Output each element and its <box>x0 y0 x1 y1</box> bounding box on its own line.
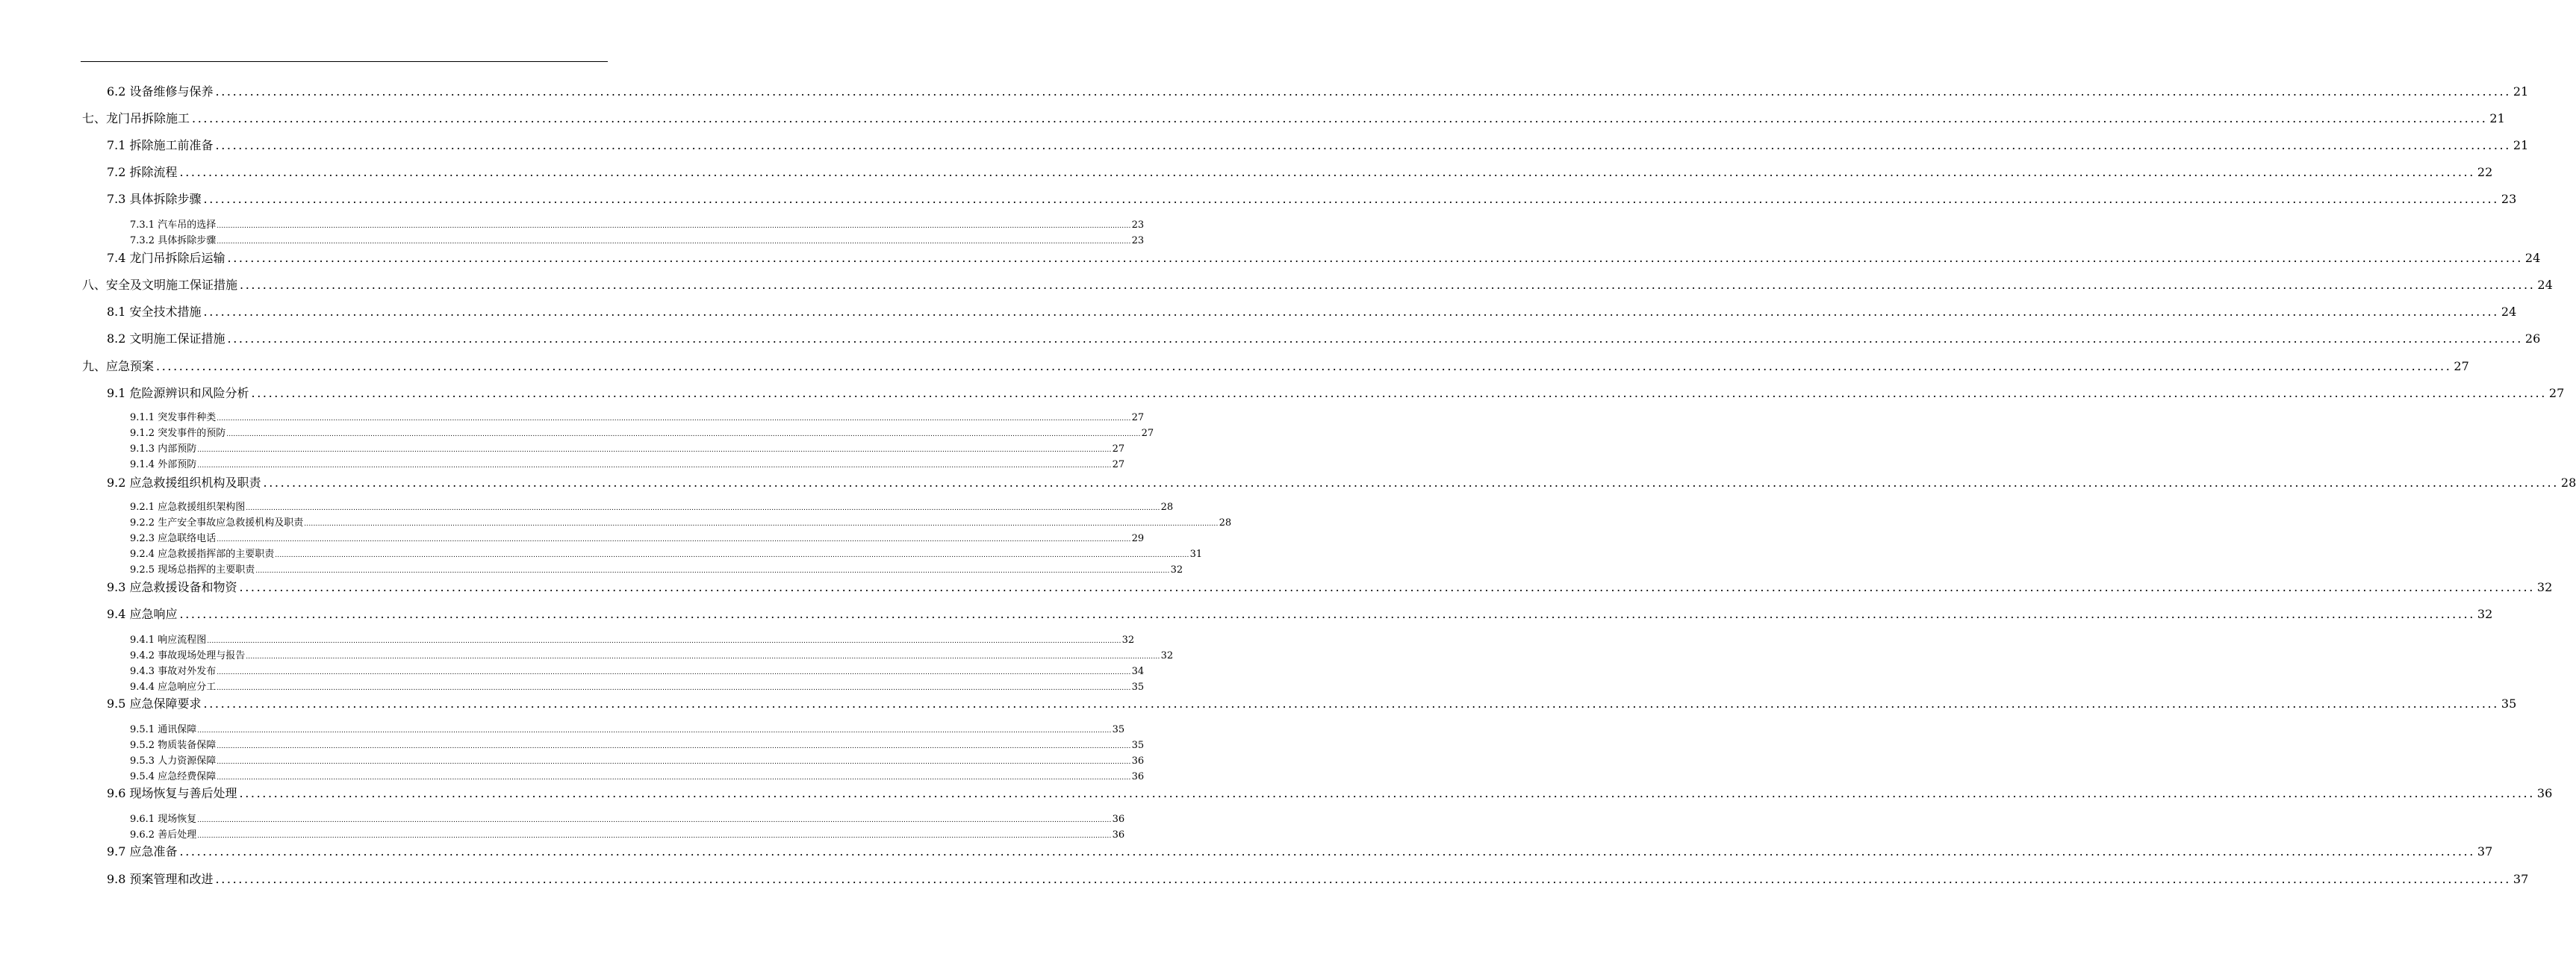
toc-entry-page-number: 37 <box>2477 844 2493 859</box>
toc-entry[interactable] <box>130 723 1125 737</box>
toc-entry-label: 7.2 拆除流程 <box>107 165 178 179</box>
toc-entry[interactable] <box>107 475 2576 491</box>
toc-entry-page-number: 28 <box>1219 517 1232 529</box>
toc-entry-page-number: 36 <box>1112 829 1125 841</box>
toc-dot-leader: ................................................................................................................................................................................................................................................................................................................................................................................................................ <box>217 536 1131 543</box>
toc-dot-leader: ................................................................................................................................................................................................................................................................................................................................................................................................................ <box>203 697 2499 711</box>
toc-entry-label: 9.6.1 现场恢复 <box>130 814 197 825</box>
toc-dot-leader: ................................................................................................................................................................................................................................................................................................................................................................................................................ <box>197 817 1112 824</box>
toc-dot-leader: ................................................................................................................................................................................................................................................................................................................................................................................................................ <box>215 138 2511 152</box>
toc-entry-page-number: 36 <box>1112 814 1125 825</box>
toc-entry-label: 9.1.4 外部预防 <box>130 459 197 470</box>
toc-entry-label: 9.6 现场恢复与善后处理 <box>107 786 237 800</box>
toc-entry[interactable] <box>130 829 1125 842</box>
toc-dot-leader: ................................................................................................................................................................................................................................................................................................................................................................................................................ <box>240 278 2536 292</box>
toc-entry-page-number: 36 <box>1131 771 1145 782</box>
toc-dot-leader: ................................................................................................................................................................................................................................................................................................................................................................................................................ <box>226 431 1141 438</box>
toc-entry-page-number: 29 <box>1131 533 1145 544</box>
toc-entry[interactable] <box>130 443 1125 456</box>
toc-entry-page-number: 23 <box>2501 192 2517 206</box>
toc-dot-leader: ................................................................................................................................................................................................................................................................................................................................................................................................................ <box>217 238 1131 246</box>
toc-dot-leader: ................................................................................................................................................................................................................................................................................................................................................................................................................ <box>192 111 2488 125</box>
toc-entry[interactable] <box>82 277 2553 293</box>
toc-dot-leader: ................................................................................................................................................................................................................................................................................................................................................................................................................ <box>179 607 2475 621</box>
toc-entry-page-number: 21 <box>2489 111 2505 125</box>
toc-entry[interactable] <box>130 681 1145 694</box>
toc-entry-label: 七、龙门吊拆除施工 <box>82 111 190 125</box>
toc-entry-page-number: 27 <box>1141 428 1154 439</box>
toc-entry-page-number: 32 <box>2536 580 2553 594</box>
toc-dot-leader: ................................................................................................................................................................................................................................................................................................................................................................................................................ <box>227 331 2523 346</box>
toc-dot-leader: ................................................................................................................................................................................................................................................................................................................................................................................................................ <box>203 192 2499 206</box>
toc-entry[interactable] <box>107 844 2493 860</box>
toc-entry-page-number: 35 <box>2501 697 2517 711</box>
toc-dot-leader: ................................................................................................................................................................................................................................................................................................................................................................................................................ <box>217 685 1131 692</box>
toc-entry-label: 9.5 应急保障要求 <box>107 697 202 711</box>
toc-dot-leader: ................................................................................................................................................................................................................................................................................................................................................................................................................ <box>156 359 2452 373</box>
toc-entry-page-number: 35 <box>1131 682 1145 693</box>
toc-dot-leader: ................................................................................................................................................................................................................................................................................................................................................................................................................ <box>179 844 2475 859</box>
toc-entry[interactable] <box>130 501 1174 514</box>
toc-dot-leader: ................................................................................................................................................................................................................................................................................................................................................................................................................ <box>217 222 1131 230</box>
toc-entry-page-number: 22 <box>2477 165 2493 179</box>
toc-dot-leader: ................................................................................................................................................................................................................................................................................................................................................................................................................ <box>255 567 1170 575</box>
toc-entry-label: 9.5.1 通讯保障 <box>130 724 197 735</box>
toc-entry-page-number: 21 <box>2513 84 2529 99</box>
toc-entry-label: 八、安全及文明施工保证措施 <box>82 278 238 292</box>
toc-entry[interactable] <box>107 84 2529 100</box>
toc-entry-label: 7.3 具体拆除步骤 <box>107 192 202 206</box>
toc-entry-page-number: 32 <box>1160 650 1174 661</box>
toc-entry-page-number: 34 <box>1131 666 1145 677</box>
toc-entry[interactable] <box>130 813 1125 826</box>
toc-entry-label: 7.1 拆除施工前准备 <box>107 138 214 152</box>
toc-entry[interactable] <box>107 606 2493 623</box>
toc-entry[interactable] <box>130 634 1135 647</box>
toc-entry-label: 9.5.3 人力资源保障 <box>130 756 217 767</box>
toc-entry-label: 9.5.4 应急经费保障 <box>130 771 217 782</box>
toc-entry-label: 9.1 危险源辨识和风险分析 <box>107 386 249 400</box>
toc-dot-leader: ................................................................................................................................................................................................................................................................................................................................................................................................................ <box>179 165 2475 179</box>
toc-entry[interactable] <box>107 137 2529 154</box>
toc-dot-leader: ................................................................................................................................................................................................................................................................................................................................................................................................................ <box>263 476 2559 490</box>
toc-entry-label: 9.8 预案管理和改进 <box>107 872 214 886</box>
toc-entry-label: 9.2.1 应急救援组织架构图 <box>130 502 246 513</box>
toc-entry[interactable] <box>130 532 1145 546</box>
toc-dot-leader: ................................................................................................................................................................................................................................................................................................................................................................................................................ <box>275 552 1189 559</box>
toc-entry-label: 9.1.3 内部预防 <box>130 443 197 455</box>
toc-dot-leader: ................................................................................................................................................................................................................................................................................................................................................................................................................ <box>239 580 2535 594</box>
toc-entry[interactable] <box>130 665 1145 679</box>
toc-entry[interactable] <box>130 219 1145 232</box>
toc-entry-label: 7.3.2 具体拆除步骤 <box>130 235 217 246</box>
toc-entry-label: 9.2.2 生产安全事故应急救援机构及职责 <box>130 517 304 529</box>
toc-entry-page-number: 31 <box>1189 549 1203 560</box>
toc-entry-label: 9.4 应急响应 <box>107 607 178 621</box>
toc-entry[interactable] <box>130 649 1174 663</box>
toc-dot-leader: ................................................................................................................................................................................................................................................................................................................................................................................................................ <box>217 669 1131 676</box>
toc-entry[interactable] <box>107 385 2565 402</box>
toc-dot-leader: ................................................................................................................................................................................................................................................................................................................................................................................................................ <box>203 305 2499 319</box>
toc-entry[interactable] <box>82 110 2505 127</box>
toc-entry-label: 9.1.1 突发事件种类 <box>130 412 217 423</box>
toc-entry-page-number: 37 <box>2513 872 2529 886</box>
toc-entry[interactable] <box>130 458 1125 472</box>
toc-dot-leader: ................................................................................................................................................................................................................................................................................................................................................................................................................ <box>215 872 2511 886</box>
toc-dot-leader: ................................................................................................................................................................................................................................................................................................................................................................................................................ <box>197 446 1112 454</box>
toc-entry-page-number: 23 <box>1131 235 1145 246</box>
toc-dot-leader: ................................................................................................................................................................................................................................................................................................................................................................................................................ <box>246 653 1160 661</box>
toc-entry-label: 8.1 安全技术措施 <box>107 305 202 319</box>
toc-entry-label: 九、应急预案 <box>82 359 155 373</box>
toc-entry-page-number: 27 <box>2454 359 2469 373</box>
toc-dot-leader: ................................................................................................................................................................................................................................................................................................................................................................................................................ <box>239 786 2535 800</box>
toc-dot-leader: ................................................................................................................................................................................................................................................................................................................................................................................................................ <box>217 758 1131 766</box>
toc-entry-page-number: 27 <box>1131 412 1145 423</box>
toc-entry[interactable] <box>130 564 1183 577</box>
toc-entry-label: 9.1.2 突发事件的预防 <box>130 428 226 439</box>
toc-entry-page-number: 26 <box>2524 331 2541 346</box>
toc-dot-leader: ................................................................................................................................................................................................................................................................................................................................................................................................................ <box>197 832 1112 840</box>
toc-entry-label: 7.3.1 汽车吊的选择 <box>130 219 217 231</box>
toc-dot-leader: ................................................................................................................................................................................................................................................................................................................................................................................................................ <box>304 520 1219 528</box>
toc-entry[interactable] <box>107 164 2493 181</box>
toc-dot-leader: ................................................................................................................................................................................................................................................................................................................................................................................................................ <box>197 727 1112 735</box>
toc-entry-page-number: 35 <box>1131 740 1145 751</box>
toc-entry-label: 6.2 设备维修与保养 <box>107 84 214 99</box>
toc-entry-page-number: 32 <box>1121 635 1135 646</box>
toc-entry[interactable] <box>130 517 1232 530</box>
toc-entry-label: 9.6.2 善后处理 <box>130 829 197 841</box>
toc-entry-label: 9.3 应急救援设备和物资 <box>107 580 237 594</box>
toc-entry-page-number: 24 <box>2537 278 2553 292</box>
toc-dot-leader: ................................................................................................................................................................................................................................................................................................................................................................................................................ <box>217 774 1131 782</box>
toc-dot-leader: ................................................................................................................................................................................................................................................................................................................................................................................................................ <box>227 251 2523 265</box>
toc-entry-label: 7.4 龙门吊拆除后运输 <box>107 251 225 265</box>
toc-entry[interactable] <box>130 548 1203 561</box>
toc-dot-leader: ................................................................................................................................................................................................................................................................................................................................................................................................................ <box>217 743 1131 750</box>
toc-entry-page-number: 27 <box>2548 386 2565 400</box>
toc-entry-page-number: 23 <box>1131 219 1145 231</box>
toc-entry[interactable] <box>130 411 1145 425</box>
toc-entry-page-number: 32 <box>1170 564 1183 576</box>
toc-entry[interactable] <box>107 250 2541 267</box>
toc-entry-label: 9.2.5 现场总指挥的主要职责 <box>130 564 255 576</box>
toc-entry-label: 9.4.3 事故对外发布 <box>130 666 217 677</box>
toc-entry[interactable] <box>107 331 2541 347</box>
toc-entry[interactable] <box>130 739 1145 753</box>
toc-dot-leader: ................................................................................................................................................................................................................................................................................................................................................................................................................ <box>251 386 2547 400</box>
toc-dot-leader: ................................................................................................................................................................................................................................................................................................................................................................................................................ <box>246 505 1160 512</box>
toc-entry[interactable] <box>130 770 1145 784</box>
toc-entry-label: 9.2.3 应急联络电话 <box>130 533 217 544</box>
toc-dot-leader: ................................................................................................................................................................................................................................................................................................................................................................................................................ <box>207 638 1121 645</box>
toc-entry-page-number: 21 <box>2513 138 2529 152</box>
toc-entry-label: 8.2 文明施工保证措施 <box>107 331 225 346</box>
toc-dot-leader: ................................................................................................................................................................................................................................................................................................................................................................................................................ <box>215 84 2511 99</box>
toc-entry-page-number: 36 <box>2536 786 2553 800</box>
toc-entry[interactable] <box>130 234 1145 248</box>
toc-entry-label: 9.2.4 应急救援指挥部的主要职责 <box>130 549 275 560</box>
toc-entry-page-number: 36 <box>1131 756 1145 767</box>
toc-entry-label: 9.4.1 响应流程图 <box>130 635 207 646</box>
toc-entry-page-number: 35 <box>1112 724 1125 735</box>
toc-entry[interactable] <box>82 358 2469 375</box>
toc-entry[interactable] <box>107 696 2517 712</box>
toc-entry-page-number: 32 <box>2477 607 2493 621</box>
toc-entry-page-number: 27 <box>1112 459 1125 470</box>
toc-entry[interactable] <box>107 191 2517 208</box>
toc-dot-leader: ................................................................................................................................................................................................................................................................................................................................................................................................................ <box>197 462 1112 470</box>
toc-entry-page-number: 24 <box>2524 251 2541 265</box>
toc-entry-page-number: 28 <box>1160 502 1174 513</box>
toc-entry-page-number: 28 <box>2560 476 2576 490</box>
toc-entry-page-number: 27 <box>1112 443 1125 455</box>
toc-entry[interactable] <box>107 579 2553 596</box>
toc-entry[interactable] <box>107 871 2529 888</box>
toc-entry-label: 9.5.2 物质装备保障 <box>130 740 217 751</box>
toc-entry-label: 9.4.2 事故现场处理与报告 <box>130 650 246 661</box>
toc-entry-label: 9.2 应急救援组织机构及职责 <box>107 476 261 490</box>
toc-entry-page-number: 24 <box>2501 305 2517 319</box>
toc-dot-leader: ................................................................................................................................................................................................................................................................................................................................................................................................................ <box>217 415 1131 423</box>
toc-entry-label: 9.4.4 应急响应分工 <box>130 682 217 693</box>
toc-entry[interactable] <box>107 304 2517 320</box>
toc-entry[interactable] <box>107 785 2553 802</box>
toc-entry-label: 9.7 应急准备 <box>107 844 178 859</box>
toc-entry[interactable] <box>130 427 1154 440</box>
toc-entry[interactable] <box>130 755 1145 768</box>
